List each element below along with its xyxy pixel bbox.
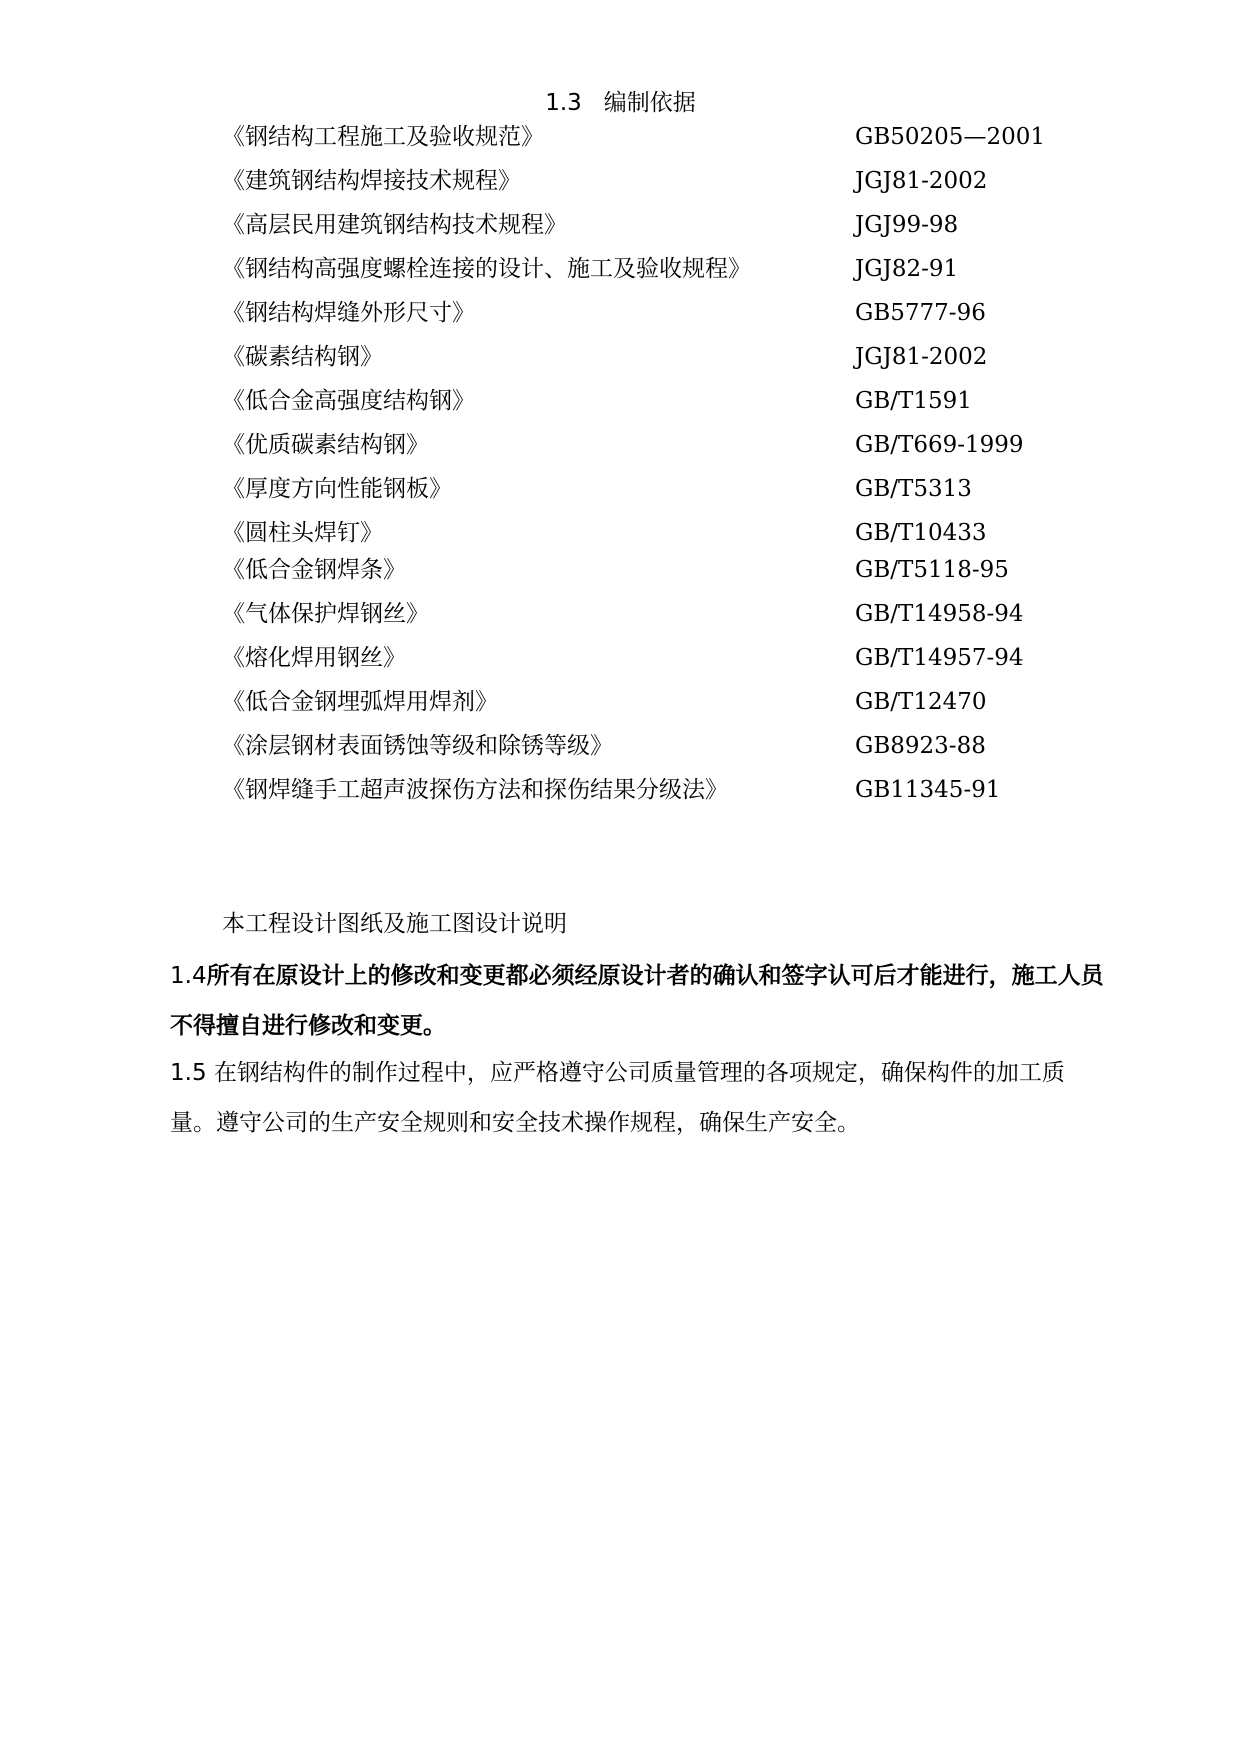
reference-name: 《气体保护焊钢丝》 [222, 601, 429, 627]
paragraph-text: 所有在原设计上的修改和变更都必须经原设计者的确认和签字认可后才能进行，施工人员不得擅自进行修改和变更。 [170, 963, 1104, 1039]
paragraph-number: 1.4 [170, 963, 207, 989]
reference-name: 《涂层钢材表面锈蚀等级和除锈等级》 [222, 733, 613, 759]
reference-name: 《钢结构工程施工及验收规范》 [222, 124, 544, 150]
reference-code: GB8923-88 [855, 733, 986, 759]
reference-code: JGJ81-2002 [855, 344, 988, 370]
reference-code: GB/T1591 [855, 388, 972, 414]
paragraph-1-5 [170, 1048, 1110, 1148]
reference-code: GB50205—2001 [855, 124, 1045, 150]
reference-code: JGJ99-98 [855, 212, 959, 238]
reference-row [222, 384, 1122, 418]
reference-row [222, 296, 1122, 330]
reference-code: JGJ81-2002 [855, 168, 988, 194]
reference-row [222, 597, 1122, 631]
reference-row [222, 340, 1122, 374]
reference-code: GB5777-96 [855, 300, 986, 326]
section-number: 1.3 [545, 90, 582, 116]
reference-name: 《低合金高强度结构钢》 [222, 388, 475, 414]
reference-name: 《厚度方向性能钢板》 [222, 476, 452, 502]
reference-row [222, 685, 1122, 719]
reference-name: 《碳素结构钢》 [222, 344, 383, 370]
reference-name: 《圆柱头焊钉》 [222, 520, 383, 546]
reference-name: 《优质碳素结构钢》 [222, 432, 429, 458]
reference-code: GB/T5313 [855, 476, 972, 502]
reference-row [222, 120, 1122, 154]
reference-name: 《钢焊缝手工超声波探伤方法和探伤结果分级法》 [222, 777, 728, 803]
reference-row [222, 773, 1122, 807]
paragraph-1-4 [170, 951, 1110, 1051]
reference-code: GB/T669-1999 [855, 432, 1024, 458]
reference-row [222, 428, 1122, 462]
reference-name: 《低合金钢埋弧焊用焊剂》 [222, 689, 498, 715]
reference-row [222, 516, 1122, 550]
reference-row [222, 208, 1122, 242]
design-note: 本工程设计图纸及施工图设计说明 [222, 911, 567, 937]
section-heading [0, 88, 1241, 118]
reference-row [222, 472, 1122, 506]
reference-row [222, 729, 1122, 763]
paragraph-number: 1.5 [170, 1060, 207, 1086]
reference-name: 《熔化焊用钢丝》 [222, 645, 406, 671]
reference-name: 《建筑钢结构焊接技术规程》 [222, 168, 521, 194]
reference-code: GB/T14958-94 [855, 601, 1024, 627]
reference-code: GB/T10433 [855, 520, 987, 546]
reference-code: GB11345-91 [855, 777, 1001, 803]
reference-code: GB/T12470 [855, 689, 987, 715]
reference-code: JGJ82-91 [855, 256, 959, 282]
reference-name: 《低合金钢焊条》 [222, 557, 406, 583]
reference-name: 《钢结构焊缝外形尺寸》 [222, 300, 475, 326]
section-title-text: 编制依据 [603, 90, 696, 116]
reference-name: 《钢结构高强度螺栓连接的设计、施工及验收规程》 [222, 256, 751, 282]
reference-name: 《高层民用建筑钢结构技术规程》 [222, 212, 567, 238]
reference-row [222, 553, 1122, 587]
reference-row [222, 164, 1122, 198]
reference-row [222, 641, 1122, 675]
reference-code: GB/T14957-94 [855, 645, 1024, 671]
reference-code: GB/T5118-95 [855, 557, 1009, 583]
reference-row [222, 252, 1122, 286]
paragraph-text: 在钢结构件的制作过程中，应严格遵守公司质量管理的各项规定，确保构件的加工质量。遵守公司的生产安全规则和安全技术操作规程，确保生产安全。 [170, 1060, 1065, 1136]
